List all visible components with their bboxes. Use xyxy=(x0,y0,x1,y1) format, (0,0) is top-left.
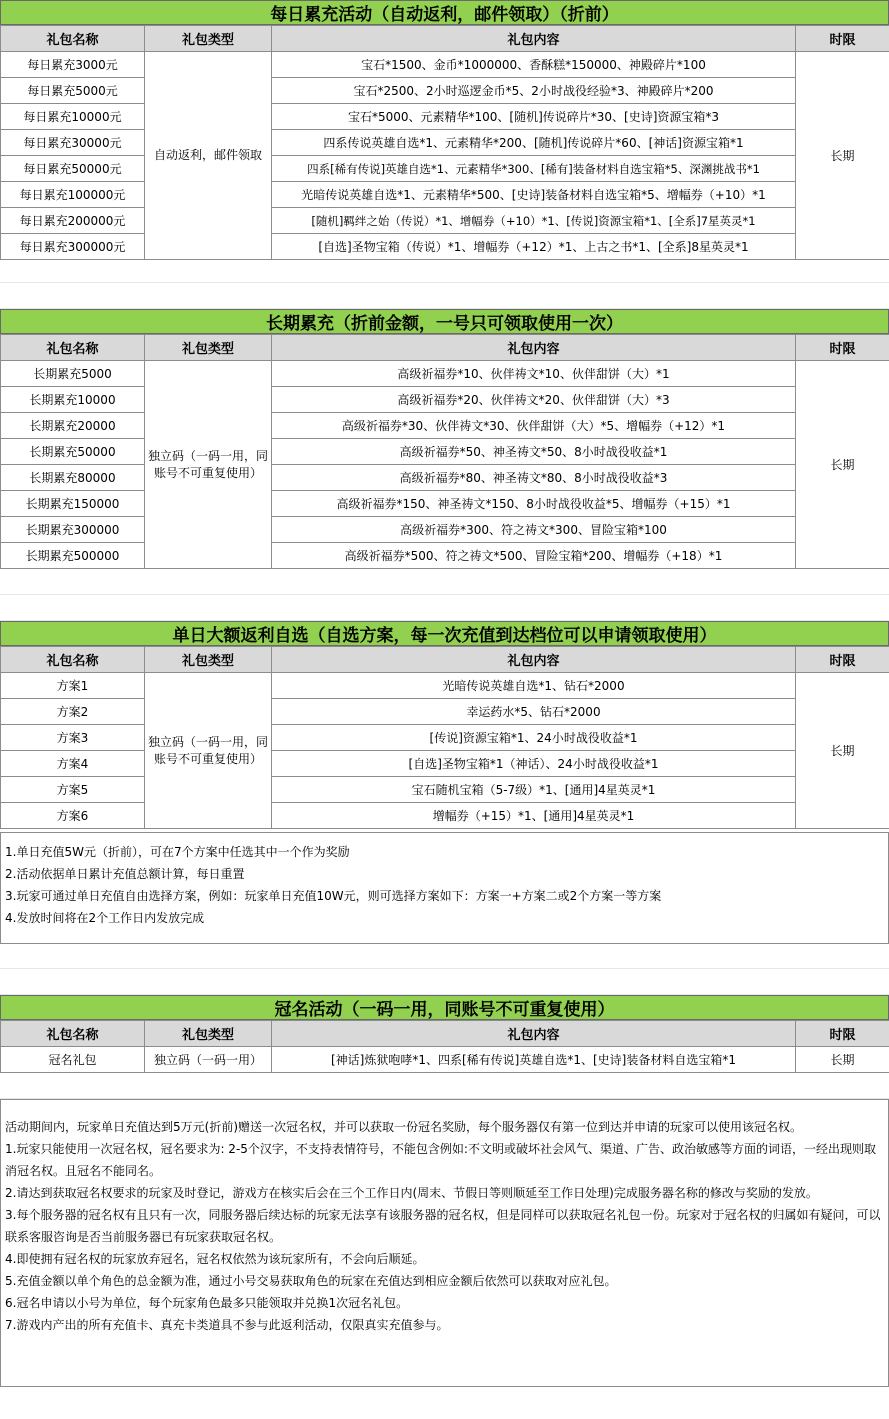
gift-content: 宝石*5000、元素精华*100、[随机]传说碎片*30、[史诗]资源宝箱*3 xyxy=(272,104,796,130)
section-naming-event xyxy=(0,995,889,1073)
header-name: 礼包名称 xyxy=(1,26,145,52)
gift-content: [神话]炼狱咆哮*1、四系[稀有传说]英雄自选*1、[史诗]装备材料自选宝箱*1 xyxy=(272,1047,796,1073)
table-row xyxy=(1,52,889,78)
table-row xyxy=(1,751,889,777)
header-name: 礼包名称 xyxy=(1,335,145,361)
gift-content: 高级祈福券*20、伙伴祷文*20、伙伴甜饼（大）*3 xyxy=(272,387,796,413)
table-row xyxy=(1,465,889,491)
gift-limit: 长期 xyxy=(796,673,889,829)
gift-name: 长期累充50000 xyxy=(1,439,145,465)
header-limit: 时限 xyxy=(796,26,889,52)
header-content: 礼包内容 xyxy=(272,26,796,52)
note-line: 2.活动依据单日累计充值总额计算，每日重置 xyxy=(5,867,245,881)
note-line: 4.即使拥有冠名权的玩家放弃冠名，冠名权依然为该玩家所有，不会向后顺延。 xyxy=(5,1252,425,1266)
gift-content: 增幅券（+15）*1、[通用]4星英灵*1 xyxy=(272,803,796,829)
rebate-notes xyxy=(0,832,889,944)
gift-name: 方案5 xyxy=(1,777,145,803)
blank-row xyxy=(0,969,889,995)
gift-content: 光暗传说英雄自选*1、元素精华*500、[史诗]装备材料自选宝箱*5、增幅券（+10）*1 xyxy=(272,182,796,208)
table-row xyxy=(1,491,889,517)
gift-content: 四系[稀有传说]英雄自选*1、元素精华*300、[稀有]装备材料自选宝箱*5、深渊挑战书*1 xyxy=(272,156,796,182)
table-row xyxy=(1,777,889,803)
header-type: 礼包类型 xyxy=(145,1021,272,1047)
header-content: 礼包内容 xyxy=(272,647,796,673)
header-type: 礼包类型 xyxy=(145,335,272,361)
gift-limit: 长期 xyxy=(796,361,889,569)
gift-name: 方案2 xyxy=(1,699,145,725)
section-daily-large-rebate xyxy=(0,621,889,829)
gift-name: 方案1 xyxy=(1,673,145,699)
header-name: 礼包名称 xyxy=(1,1021,145,1047)
section-title: 单日大额返利自选（自选方案，每一次充值到达档位可以申请领取使用） xyxy=(0,621,889,646)
gift-name: 每日累充100000元 xyxy=(1,182,145,208)
note-line: 1.单日充值5W元（折前），可在7个方案中任选其中一个作为奖励 xyxy=(5,845,350,859)
gift-content: 高级祈福券*80、神圣祷文*80、8小时战役收益*3 xyxy=(272,465,796,491)
gift-name: 长期累充300000 xyxy=(1,517,145,543)
header-name: 礼包名称 xyxy=(1,647,145,673)
gift-type: 独立码（一码一用，同账号不可重复使用） xyxy=(145,361,272,569)
gift-type: 独立码（一码一用） xyxy=(145,1047,272,1073)
note-line: 1.玩家只能使用一次冠名权，冠名要求为: 2-5个汉字，不支持表情符号，不能包含例如:不文明或破坏社会风气、渠道、广告、政治敏感等方面的词语，一经出现则取消冠名权。且冠名不能同名。 xyxy=(5,1142,876,1178)
daily-recharge-table xyxy=(0,25,889,260)
gift-name: 每日累充3000元 xyxy=(1,52,145,78)
note-line: 3.每个服务器的冠名权有且只有一次，同服务器后续达标的玩家无法享有该服务器的冠名权，但是同样可以获取冠名礼包一份。玩家对于冠名权的归属如有疑问，可以联系客服咨询是否当前服务器已有玩家获取冠名权。 xyxy=(5,1208,881,1244)
gift-content: 宝石随机宝箱（5-7级）*1、[通用]4星英灵*1 xyxy=(272,777,796,803)
table-row xyxy=(1,673,889,699)
table-row xyxy=(1,130,889,156)
note-line: 2.请达到获取冠名权要求的玩家及时登记，游戏方在核实后会在三个工作日内(周末、节假日等则顺延至工作日处理)完成服务器名称的修改与奖励的发放。 xyxy=(5,1186,818,1200)
table-header-row xyxy=(1,647,889,673)
table-row xyxy=(1,803,889,829)
blank-row xyxy=(0,283,889,309)
gift-name: 每日累充300000元 xyxy=(1,234,145,260)
table-row xyxy=(1,725,889,751)
section-title: 冠名活动（一码一用，同账号不可重复使用） xyxy=(0,995,889,1020)
table-header-row xyxy=(1,1021,889,1047)
table-row xyxy=(1,1047,889,1073)
table-row xyxy=(1,699,889,725)
gift-name: 长期累充10000 xyxy=(1,387,145,413)
note-line: 5.充值金额以单个角色的总金额为准，通过小号交易获取角色的玩家在充值达到相应金额后依然可以获取对应礼包。 xyxy=(5,1274,617,1288)
gift-content: 高级祈福券*150、神圣祷文*150、8小时战役收益*5、增幅券（+15）*1 xyxy=(272,491,796,517)
blank-row xyxy=(0,569,889,595)
gift-content: 高级祈福券*50、神圣祷文*50、8小时战役收益*1 xyxy=(272,439,796,465)
gift-name: 方案4 xyxy=(1,751,145,777)
gift-content: 宝石*1500、金币*1000000、香酥糕*150000、神殿碎片*100 xyxy=(272,52,796,78)
gift-content: [随机]羁绊之始（传说）*1、增幅券（+10）*1、[传说]资源宝箱*1、[全系]7星英灵*1 xyxy=(272,208,796,234)
blank-row xyxy=(0,257,889,283)
table-row xyxy=(1,439,889,465)
gift-content: 光暗传说英雄自选*1、钻石*2000 xyxy=(272,673,796,699)
gift-content: 高级祈福券*30、伙伴祷文*30、伙伴甜饼（大）*5、增幅券（+12）*1 xyxy=(272,413,796,439)
gift-name: 每日累充10000元 xyxy=(1,104,145,130)
gift-content: [自选]圣物宝箱*1（神话）、24小时战役收益*1 xyxy=(272,751,796,777)
gift-content: 高级祈福券*500、符之祷文*500、冒险宝箱*200、增幅券（+18）*1 xyxy=(272,543,796,569)
table-row xyxy=(1,208,889,234)
table-row xyxy=(1,182,889,208)
gift-name: 长期累充20000 xyxy=(1,413,145,439)
gift-content: 高级祈福券*10、伙伴祷文*10、伙伴甜饼（大）*1 xyxy=(272,361,796,387)
section-long-term-recharge xyxy=(0,309,889,569)
gift-type: 自动返利，邮件领取 xyxy=(145,52,272,260)
gift-type: 独立码（一码一用，同账号不可重复使用） xyxy=(145,673,272,829)
naming-event-table xyxy=(0,1020,889,1073)
gift-content: 宝石*2500、2小时巡逻金币*5、2小时战役经验*3、神殿碎片*200 xyxy=(272,78,796,104)
gift-content: 四系传说英雄自选*1、元素精华*200、[随机]传说碎片*60、[神话]资源宝箱*1 xyxy=(272,130,796,156)
header-limit: 时限 xyxy=(796,335,889,361)
note-line: 4.发放时间将在2个工作日内发放完成 xyxy=(5,911,205,925)
gift-name: 长期累充80000 xyxy=(1,465,145,491)
table-row xyxy=(1,156,889,182)
header-content: 礼包内容 xyxy=(272,335,796,361)
table-row xyxy=(1,104,889,130)
header-limit: 时限 xyxy=(796,647,889,673)
gift-name: 每日累充30000元 xyxy=(1,130,145,156)
gift-name: 每日累充50000元 xyxy=(1,156,145,182)
gift-content: 幸运药水*5、钻石*2000 xyxy=(272,699,796,725)
note-line: 7.游戏内产出的所有充值卡、真充卡类道具不参与此返利活动，仅限真实充值参与。 xyxy=(5,1318,449,1332)
gift-content: [自选]圣物宝箱（传说）*1、增幅券（+12）*1、上古之书*1、[全系]8星英灵*1 xyxy=(272,234,796,260)
blank-row xyxy=(0,595,889,621)
gift-limit: 长期 xyxy=(796,52,889,260)
daily-large-rebate-table xyxy=(0,646,889,829)
gift-name: 长期累充5000 xyxy=(1,361,145,387)
gift-name: 方案3 xyxy=(1,725,145,751)
gift-content: 高级祈福券*300、符之祷文*300、冒险宝箱*100 xyxy=(272,517,796,543)
table-row xyxy=(1,517,889,543)
note-line: 6.冠名申请以小号为单位，每个玩家角色最多只能领取并兑换1次冠名礼包。 xyxy=(5,1296,409,1310)
note-line: 活动期间内，玩家单日充值达到5万元(折前)赠送一次冠名权，并可以获取一份冠名奖励，每个服务器仅有第一位到达并申请的玩家可以使用该冠名权。 xyxy=(5,1120,803,1134)
table-row xyxy=(1,413,889,439)
gift-name: 长期累充500000 xyxy=(1,543,145,569)
blank-row xyxy=(0,1073,889,1099)
gift-name: 冠名礼包 xyxy=(1,1047,145,1073)
header-content: 礼包内容 xyxy=(272,1021,796,1047)
blank-row xyxy=(0,943,889,969)
gift-name: 方案6 xyxy=(1,803,145,829)
naming-notes xyxy=(0,1099,889,1387)
gift-limit: 长期 xyxy=(796,1047,889,1073)
table-row xyxy=(1,361,889,387)
header-limit: 时限 xyxy=(796,1021,889,1047)
section-title: 每日累充活动（自动返利，邮件领取）（折前） xyxy=(0,0,889,25)
note-line: 3.玩家可通过单日充值自由选择方案，例如：玩家单日充值10W元，则可选择方案如下：方案一+方案二或2个方案一等方案 xyxy=(5,889,662,903)
gift-name: 每日累充5000元 xyxy=(1,78,145,104)
header-type: 礼包类型 xyxy=(145,26,272,52)
gift-content: [传说]资源宝箱*1、24小时战役收益*1 xyxy=(272,725,796,751)
gift-name: 长期累充150000 xyxy=(1,491,145,517)
table-row xyxy=(1,387,889,413)
header-type: 礼包类型 xyxy=(145,647,272,673)
table-row xyxy=(1,78,889,104)
long-term-recharge-table xyxy=(0,334,889,569)
table-row xyxy=(1,543,889,569)
table-header-row xyxy=(1,26,889,52)
table-header-row xyxy=(1,335,889,361)
section-title: 长期累充（折前金额，一号只可领取使用一次） xyxy=(0,309,889,334)
table-row xyxy=(1,234,889,260)
gift-name: 每日累充200000元 xyxy=(1,208,145,234)
section-daily-recharge xyxy=(0,0,889,260)
